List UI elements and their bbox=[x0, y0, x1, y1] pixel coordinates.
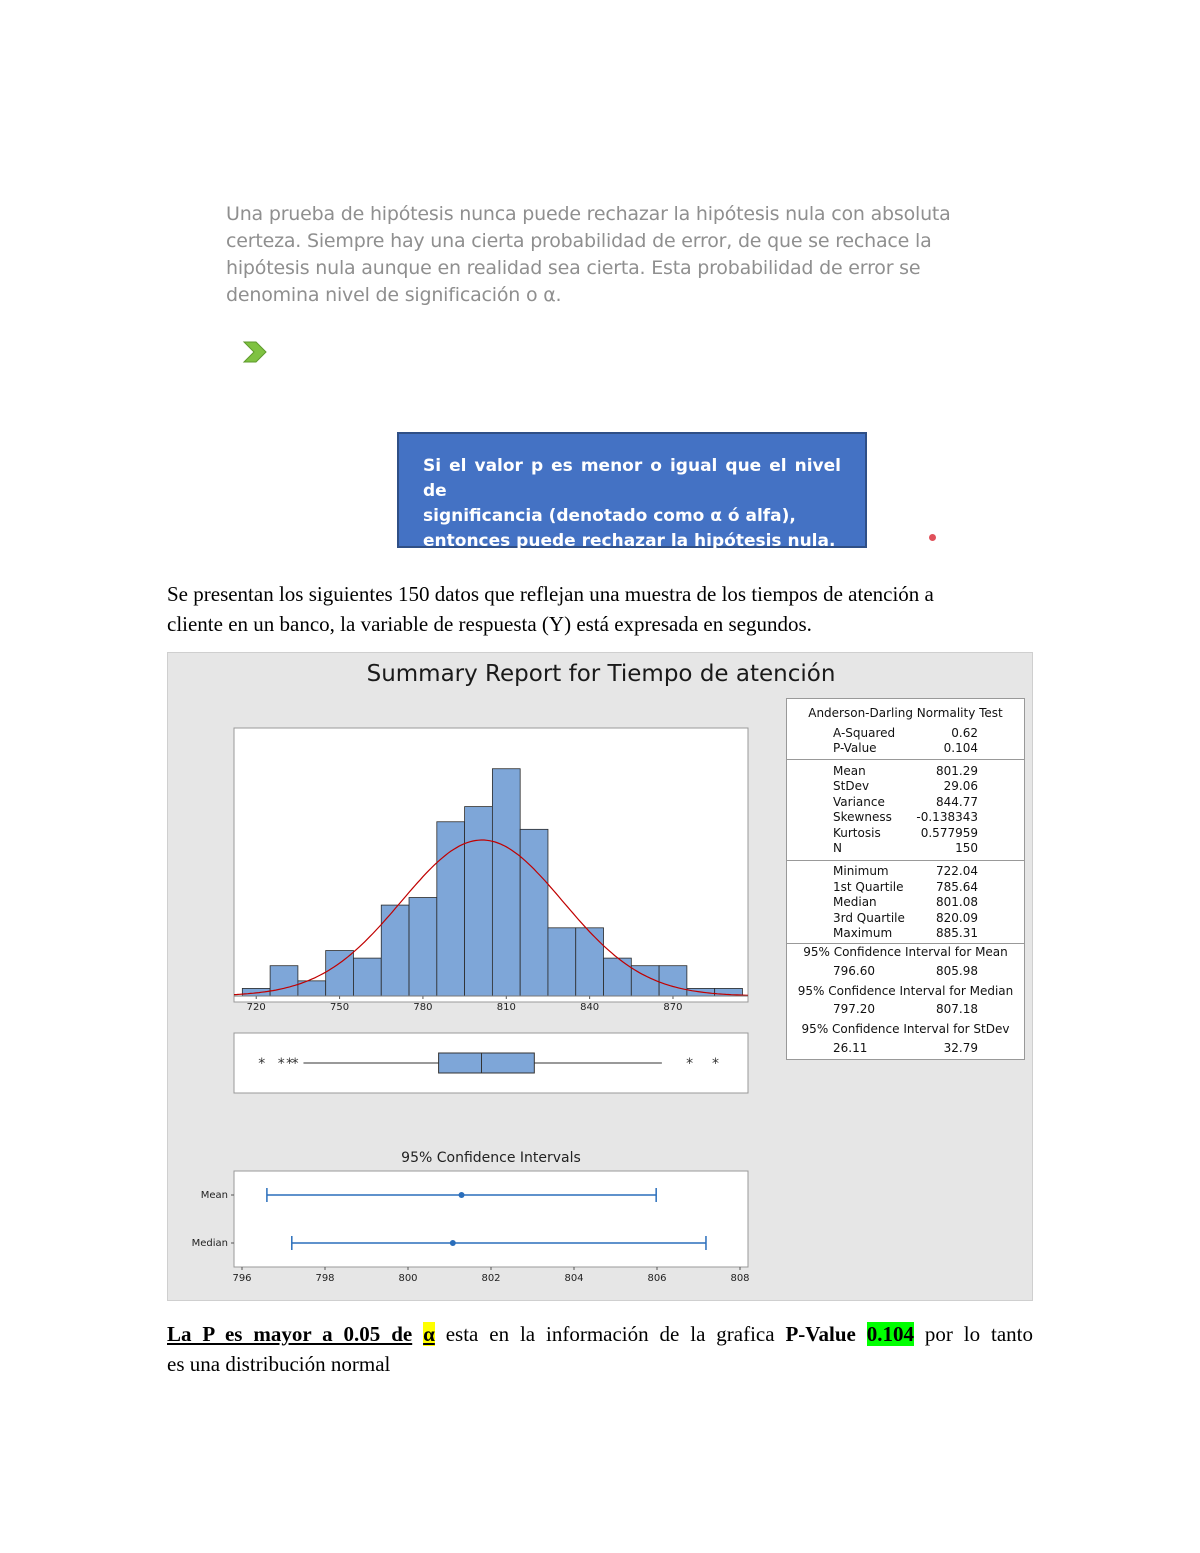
histogram-chart bbox=[234, 728, 748, 1013]
stat-value: 0.104 bbox=[943, 741, 978, 755]
stat-label: Minimum bbox=[833, 864, 889, 878]
conclusion-line-1 bbox=[167, 1319, 1033, 1349]
ci-estimate-point bbox=[450, 1240, 456, 1246]
ci-low: 797.20 bbox=[833, 1002, 875, 1016]
pvalue-label: P-Value bbox=[785, 1322, 856, 1346]
ci-category-label: Median bbox=[191, 1238, 228, 1249]
arrow-right-icon bbox=[240, 337, 270, 367]
stat-label: Variance bbox=[833, 795, 885, 809]
intro-line: Se presentan los siguientes 150 datos que reflejan una muestra de los tiempos de atención a bbox=[167, 582, 934, 606]
stat-value: 801.08 bbox=[936, 895, 978, 909]
stat-label: StDev bbox=[833, 779, 870, 793]
stat-row-q1 bbox=[787, 880, 1024, 895]
interquartile-box bbox=[439, 1053, 535, 1073]
box-line: significancia (denotado como α ó alfa), bbox=[423, 506, 796, 526]
slide-line: Una prueba de hipótesis nunca puede rechazar la hipótesis nula con absoluta bbox=[226, 203, 951, 225]
outlier-marker: * bbox=[258, 1056, 266, 1072]
x-tick-label: 800 bbox=[398, 1273, 418, 1284]
x-tick-label: 804 bbox=[564, 1273, 584, 1284]
x-tick-label: 750 bbox=[330, 1002, 350, 1013]
report-title: Summary Report for Tiempo de atención bbox=[366, 661, 836, 687]
histogram-bar bbox=[548, 928, 576, 996]
stat-value: 0.62 bbox=[951, 726, 978, 740]
histogram-bar bbox=[492, 769, 520, 996]
histogram-bar bbox=[659, 966, 687, 996]
ci-estimate-point bbox=[459, 1192, 465, 1198]
summary-report bbox=[167, 652, 1033, 1301]
ci-high: 32.79 bbox=[943, 1041, 978, 1055]
outlier-marker: * bbox=[291, 1056, 299, 1072]
x-tick-label: 870 bbox=[663, 1002, 683, 1013]
stat-value: 722.04 bbox=[936, 864, 978, 878]
ci-stdev-header: 95% Confidence Interval for StDev bbox=[801, 1022, 1010, 1036]
x-tick-label: 720 bbox=[246, 1002, 266, 1013]
intro-line: cliente en un banco, la variable de respuesta (Y) está expresada en segundos. bbox=[167, 612, 812, 636]
table-divider bbox=[787, 860, 1024, 861]
stat-value: 0.577959 bbox=[920, 826, 978, 840]
x-tick-label: 840 bbox=[580, 1002, 600, 1013]
histogram-bar bbox=[604, 958, 632, 996]
stat-value: 801.29 bbox=[936, 764, 978, 778]
conclusion-lead: La P es mayor a 0.05 de bbox=[167, 1322, 413, 1346]
slide-line: certeza. Siempre hay una cierta probabilidad de error, de que se rechace la bbox=[226, 230, 932, 252]
stat-value: 820.09 bbox=[936, 911, 978, 925]
table-divider bbox=[787, 943, 1024, 944]
stat-row-skewness bbox=[787, 810, 1024, 825]
histogram-bar bbox=[270, 966, 298, 996]
stat-label: N bbox=[833, 841, 842, 855]
x-tick-label: 796 bbox=[232, 1273, 252, 1284]
ci-mean-header: 95% Confidence Interval for Mean bbox=[803, 945, 1008, 959]
stat-row-minimum bbox=[787, 864, 1024, 879]
ci-low: 26.11 bbox=[833, 1041, 868, 1055]
stat-label: 1st Quartile bbox=[833, 880, 904, 894]
stat-row-mean bbox=[787, 764, 1024, 779]
table-divider bbox=[787, 759, 1024, 760]
histogram-bar bbox=[520, 829, 548, 996]
ad-test-header: Anderson-Darling Normality Test bbox=[808, 706, 1003, 720]
ci-high: 807.18 bbox=[936, 1002, 978, 1016]
slide-line: hipótesis nula aunque en realidad sea cierta. Esta probabilidad de error se bbox=[226, 257, 921, 279]
stat-row-stdev bbox=[787, 779, 1024, 794]
x-tick-label: 802 bbox=[481, 1273, 501, 1284]
ci-frame bbox=[234, 1171, 748, 1267]
ci-chart-title: 95% Confidence Intervals bbox=[401, 1150, 581, 1166]
stat-row-variance bbox=[787, 795, 1024, 810]
x-tick-label: 810 bbox=[496, 1002, 516, 1013]
confidence-interval-chart bbox=[188, 1171, 758, 1291]
pvalue-highlight: 0.104 bbox=[866, 1322, 915, 1346]
ci-high: 805.98 bbox=[936, 964, 978, 978]
stat-label: Skewness bbox=[833, 810, 892, 824]
red-dot bbox=[929, 534, 936, 541]
x-tick-label: 798 bbox=[315, 1273, 335, 1284]
box-line: entonces puede rechazar la hipótesis nula. bbox=[423, 531, 836, 551]
statistics-table bbox=[786, 698, 1025, 1060]
stat-row-a-squared bbox=[787, 726, 1024, 741]
outlier-marker: * bbox=[277, 1056, 285, 1072]
stat-row-n bbox=[787, 841, 1024, 856]
stat-value: 29.06 bbox=[943, 779, 978, 793]
slide-image bbox=[208, 183, 992, 559]
stat-row-maximum bbox=[787, 926, 1024, 941]
ci-low: 796.60 bbox=[833, 964, 875, 978]
histogram-bar bbox=[409, 898, 437, 996]
outlier-marker: * bbox=[686, 1056, 694, 1072]
conclusion-line-2: es una distribución normal bbox=[167, 1352, 391, 1376]
histogram-bar bbox=[326, 951, 354, 996]
stat-label: Median bbox=[833, 895, 877, 909]
stat-label: A-Squared bbox=[833, 726, 896, 740]
conclusion-tail: por lo tanto bbox=[914, 1322, 1034, 1346]
histogram-bar bbox=[465, 807, 493, 996]
boxplot-chart bbox=[234, 1033, 748, 1093]
outlier-marker: * bbox=[286, 1056, 294, 1072]
conclusion-mid: esta en la información de la grafica bbox=[434, 1322, 786, 1346]
stat-value: -0.138343 bbox=[916, 810, 978, 824]
ci-median-header: 95% Confidence Interval for Median bbox=[797, 984, 1014, 998]
stat-row-median bbox=[787, 895, 1024, 910]
intro-paragraph bbox=[167, 579, 1033, 639]
slide-line: denomina nivel de significación o α. bbox=[226, 284, 562, 306]
ci-mean-row bbox=[787, 964, 1024, 979]
histogram-bar bbox=[576, 928, 604, 996]
stat-label: Maximum bbox=[833, 926, 893, 940]
stat-value: 844.77 bbox=[936, 795, 978, 809]
ci-median-row bbox=[787, 1002, 1024, 1017]
ci-category-label: Mean bbox=[200, 1190, 228, 1201]
x-tick-label: 808 bbox=[730, 1273, 750, 1284]
box-line: Si el valor p es menor o igual que el nivel de bbox=[423, 456, 841, 501]
slide-definition-text bbox=[226, 201, 986, 309]
histogram-bar bbox=[381, 905, 409, 996]
stat-row-kurtosis bbox=[787, 826, 1024, 841]
histogram-bar bbox=[437, 822, 465, 996]
stat-value: 150 bbox=[955, 841, 978, 855]
x-tick-label: 780 bbox=[413, 1002, 433, 1013]
stat-label: 3rd Quartile bbox=[833, 911, 905, 925]
stat-value: 885.31 bbox=[936, 926, 978, 940]
stat-label: Mean bbox=[833, 764, 866, 778]
x-tick-label: 806 bbox=[647, 1273, 667, 1284]
stat-label: P-Value bbox=[833, 741, 877, 755]
ci-stdev-row bbox=[787, 1041, 1024, 1056]
stat-value: 785.64 bbox=[936, 880, 978, 894]
histogram-bar bbox=[353, 958, 381, 996]
stat-label: Kurtosis bbox=[833, 826, 881, 840]
highlight-box bbox=[397, 432, 867, 551]
outlier-marker: * bbox=[712, 1056, 720, 1072]
stat-row-q3 bbox=[787, 911, 1024, 926]
alpha-highlight: α bbox=[423, 1322, 435, 1346]
stat-row-p-value bbox=[787, 741, 1024, 756]
